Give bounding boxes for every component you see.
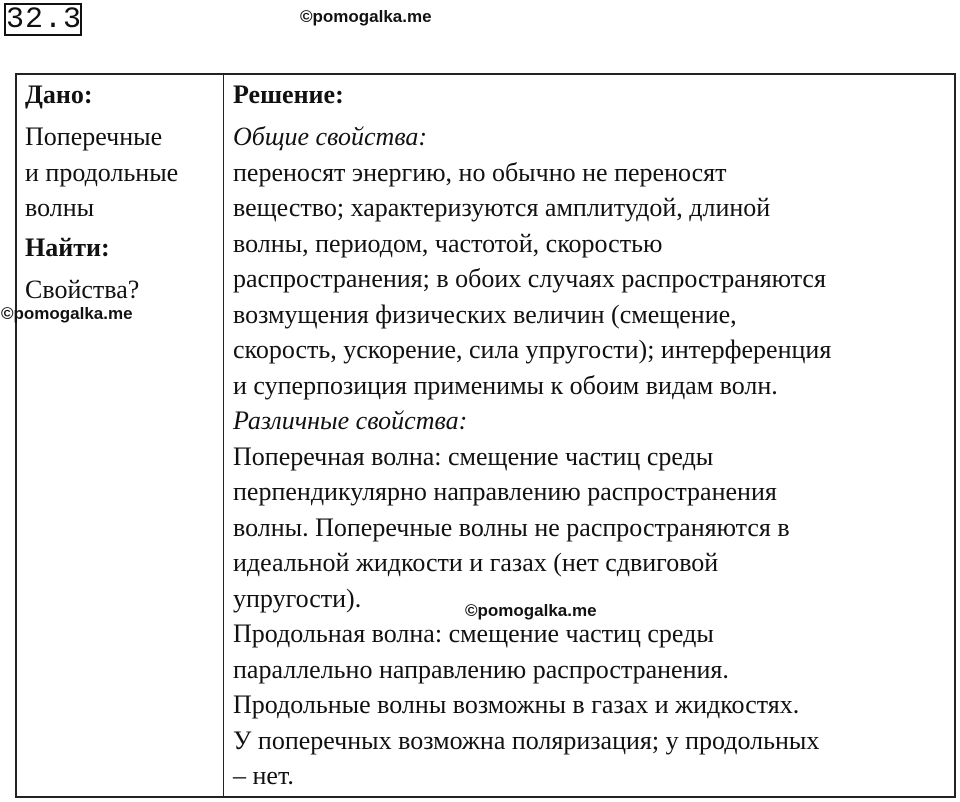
- column-divider: [223, 75, 224, 796]
- common-line: скорость, ускорение, сила упругости); интерференция: [233, 335, 832, 364]
- problem-number: 32.3: [6, 3, 83, 37]
- find-value: Свойства?: [25, 274, 140, 304]
- longitudinal-line: Продольная волна: смещение частиц среды: [233, 619, 714, 648]
- common-line: распространения; в обоих случаях распространяются: [233, 264, 826, 293]
- given-line: Поперечные: [25, 122, 163, 151]
- longitudinal-line: – нет.: [233, 761, 294, 790]
- longitudinal-line: У поперечных возможна поляризация; у продольных: [233, 725, 820, 755]
- given-line: и продольные: [25, 157, 179, 187]
- transverse-line: волны. Поперечные волны не распространяются в: [233, 512, 790, 542]
- solution-table: [15, 73, 956, 798]
- given-line: волны: [25, 193, 95, 222]
- transverse-line: Поперечная волна: смещение частиц среды: [233, 441, 714, 471]
- given-header: Дано:: [25, 80, 93, 109]
- transverse-line: перпендикулярно направлению распространения: [233, 477, 777, 506]
- watermark-middle: ©pomogalka.me: [465, 601, 597, 620]
- longitudinal-line: параллельно направлению распространения.: [233, 654, 729, 684]
- transverse-line: идеальной жидкости и газах (нет сдвиговой: [233, 548, 719, 577]
- given-column: [25, 75, 221, 307]
- transverse-line: упругости).: [233, 583, 362, 613]
- find-header: Найти:: [25, 232, 110, 262]
- solution-column: [233, 75, 953, 794]
- different-properties-header: Различные свойства:: [233, 406, 468, 435]
- common-line: возмущения физических величин (смещение,: [233, 299, 737, 329]
- solution-header: Решение:: [233, 80, 344, 109]
- common-line: волны, периодом, частотой, скоростью: [233, 228, 663, 258]
- watermark-left: ©pomogalka.me: [1, 304, 133, 323]
- watermark-top: ©pomogalka.me: [300, 7, 432, 26]
- common-line: и суперпозиция применимы к обоим видам волн.: [233, 370, 778, 400]
- common-line: вещество; характеризуются амплитудой, длиной: [233, 193, 771, 222]
- longitudinal-line: Продольные волны возможны в газах и жидкостях.: [233, 690, 800, 719]
- common-line: переносят энергию, но обычно не переносят: [233, 157, 727, 187]
- common-properties-header: Общие свойства:: [233, 122, 428, 151]
